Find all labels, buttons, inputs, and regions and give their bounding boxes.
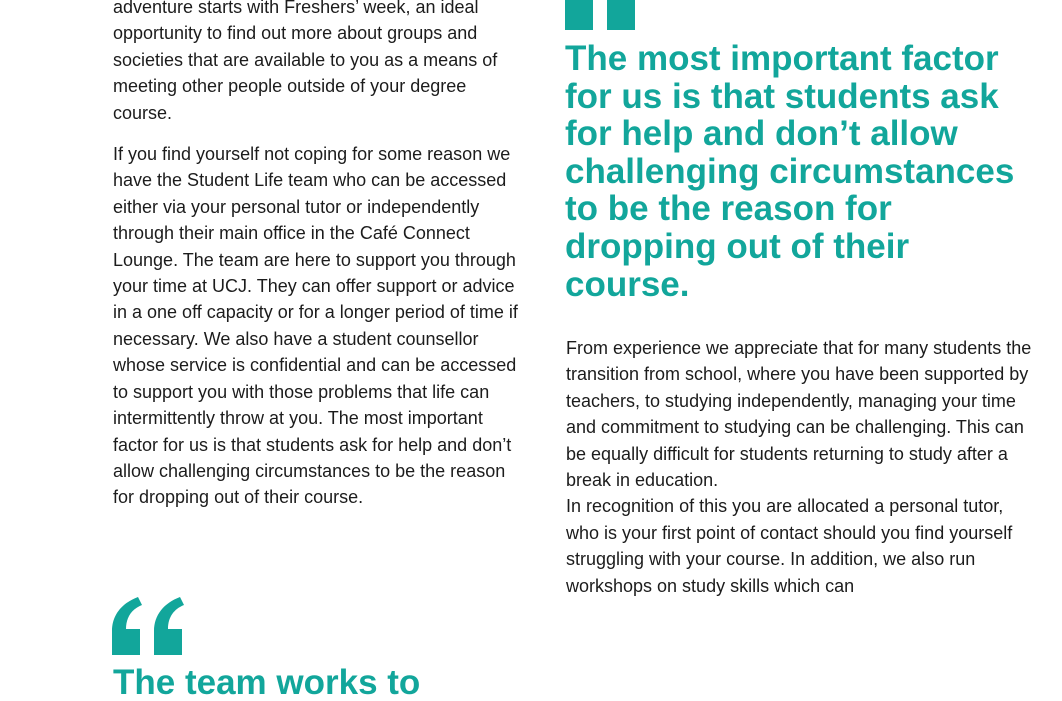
- open-quote-icon: [110, 595, 184, 655]
- left-column: [113, 0, 523, 526]
- left-paragraph-2: If you find yourself not coping for some reason we have the Student Life team who can be accessed either via your personal tutor or independently through their main office in the Café Connect Lounge. The team are here to support you through your time at UCJ. They can offer support or advice in a one off capacity or for a longer period of time if necessary. We also have a student counsellor whose service is confidential and can be accessed to support you with those problems that life can intermittently throw at you. The most important factor for us is that students ask for help and don’t allow challenging circumstances to be the reason for dropping out of their course.: [113, 144, 518, 508]
- right-column-body: [566, 335, 1036, 599]
- teaser-quote: The team works to: [113, 664, 421, 701]
- right-paragraph-2: In recognition of this you are allocated a personal tutor, who is your first point of contact should you find yourself struggling with your course. In addition, we also run workshops on study skills which can: [566, 496, 1013, 596]
- pull-quote: The most important factor for us is that students ask for help and don’t allow challenging circumstances to be the reason for dropping out of their course.: [565, 39, 1015, 304]
- quote-mark-icon: [565, 0, 637, 30]
- left-paragraph-1: adventure starts with Freshers’ week, an ideal opportunity to find out more about groups and societies that are available to you as a means of meeting other people outside of your degree course.: [113, 0, 498, 123]
- right-paragraph-1: From experience we appreciate that for many students the transition from school, where you have been supported by teachers, to studying independently, managing your time and commitment to studying can be challenging. This can be equally difficult for students returning to study after a break in education.: [566, 338, 1032, 491]
